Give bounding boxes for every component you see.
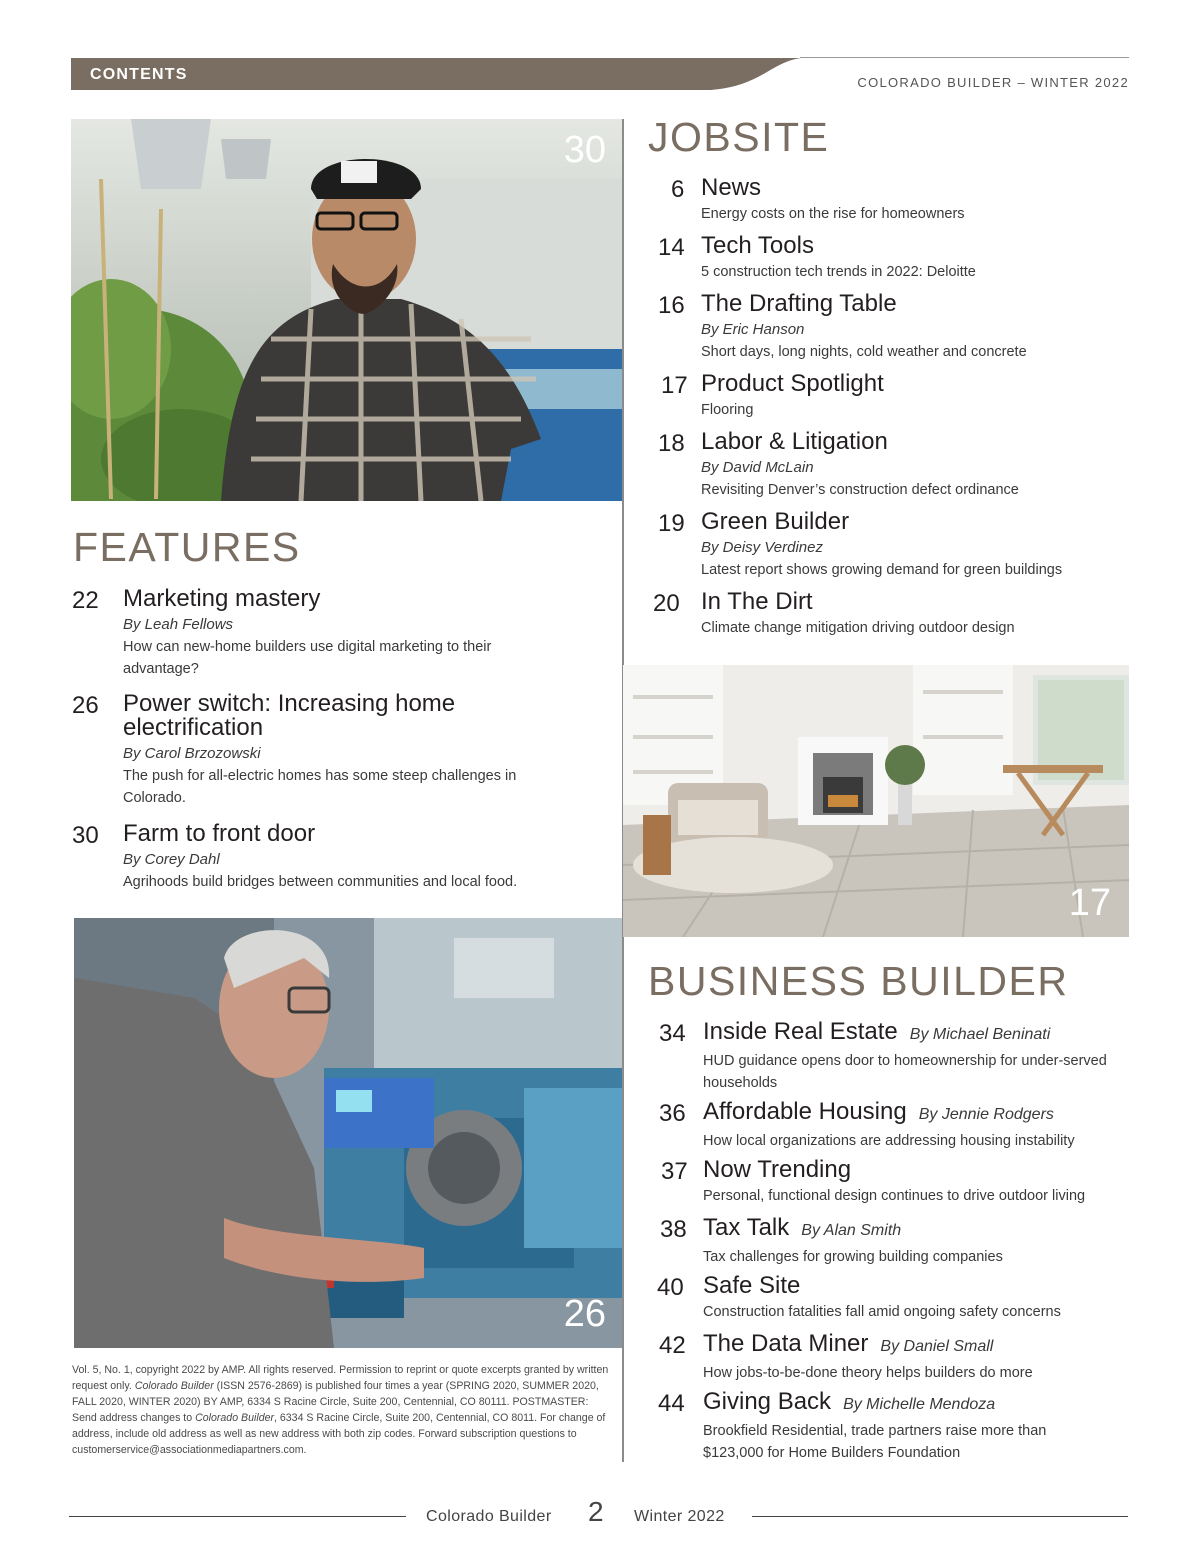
entry-author: By Michelle Mendoza [843, 1396, 996, 1413]
footer-magazine-name: Colorado Builder [426, 1508, 552, 1525]
entry-page-number: 26 [72, 692, 99, 719]
entry-description: The push for all-electric homes has some steep challenges in Colorado. [123, 768, 517, 806]
footer-rule-right [752, 1516, 1128, 1517]
entry-title: Tax Talk [703, 1214, 790, 1241]
entry-title: Affordable Housing [703, 1098, 907, 1125]
entry-title: Tech Tools [701, 232, 814, 259]
entry-title: Green Builder [701, 508, 850, 535]
entry-page-number: 16 [658, 292, 685, 319]
toc-entry-tech-tools[interactable] [658, 232, 1121, 283]
entry-page-number: 18 [658, 430, 685, 457]
entry-title: Power switch: Increasing home electrification [123, 690, 456, 741]
entry-author: By Leah Fellows [123, 616, 234, 633]
header-rule [800, 57, 1129, 58]
entry-title: Product Spotlight [701, 370, 884, 397]
footer-issue: Winter 2022 [634, 1508, 725, 1525]
electrification-feature-photo [74, 918, 622, 1348]
entry-page-number: 34 [659, 1020, 686, 1047]
toc-entry-labor-litigation[interactable] [658, 428, 1121, 501]
entry-description: Tax challenges for growing building companies [703, 1249, 1003, 1265]
entry-page-number: 6 [671, 176, 685, 203]
entry-title: Safe Site [703, 1272, 801, 1299]
business-builder-heading: BUSINESS BUILDER [648, 958, 1069, 1004]
toc-entry-marketing-mastery[interactable] [72, 585, 583, 680]
features-heading: FEATURES [73, 524, 301, 570]
toc-entry-giving-back[interactable] [658, 1388, 1128, 1464]
entry-description: Climate change mitigation driving outdoor design [701, 620, 1015, 636]
flooring-product-photo [623, 665, 1129, 937]
entry-page-number: 36 [659, 1100, 686, 1127]
entry-title: Labor & Litigation [701, 428, 888, 455]
toc-entry-farm-to-front-door[interactable] [72, 820, 593, 893]
entry-title: Now Trending [703, 1156, 852, 1183]
electrification-photo-page-number: 26 [563, 1293, 606, 1335]
toc-entry-data-miner[interactable] [659, 1330, 1128, 1384]
entry-page-number: 14 [658, 234, 685, 261]
entry-title: Giving Back [703, 1388, 832, 1415]
entry-author: By Eric Hanson [701, 321, 805, 338]
entry-title: Inside Real Estate [703, 1018, 898, 1045]
entry-author: By Corey Dahl [123, 851, 220, 868]
entry-author: By Alan Smith [801, 1222, 902, 1239]
entry-description: HUD guidance opens door to homeownership for under-served households [703, 1053, 1107, 1091]
toc-entry-drafting-table[interactable] [658, 290, 1121, 363]
entry-description: Latest report shows growing demand for green buildings [701, 562, 1063, 578]
toc-entry-inside-real-estate[interactable] [659, 1018, 1128, 1094]
farm-feature-photo [71, 119, 622, 501]
entry-author: By Jennie Rodgers [918, 1106, 1054, 1123]
entry-author: By Deisy Verdinez [701, 539, 823, 556]
entry-page-number: 20 [653, 590, 680, 617]
entry-description: Energy costs on the rise for homeowners [701, 206, 965, 222]
toc-entry-product-spotlight[interactable] [661, 370, 1121, 421]
entry-page-number: 17 [661, 372, 688, 399]
entry-page-number: 30 [72, 822, 99, 849]
entry-description: Agrihoods build bridges between communities and local food. [123, 874, 518, 890]
entry-page-number: 40 [657, 1274, 684, 1301]
entry-description: Construction fatalities fall amid ongoing safety concerns [703, 1304, 1061, 1320]
entry-description: Revisiting Denver’s construction defect ordinance [701, 482, 1019, 498]
toc-entry-safe-site[interactable] [657, 1272, 1128, 1323]
farm-photo-page-number: 30 [563, 129, 606, 171]
flooring-photo-page-number: 17 [1068, 882, 1111, 924]
toc-entry-news[interactable] [671, 174, 1121, 225]
entry-title: The Drafting Table [701, 290, 897, 317]
publication-fine-print: Vol. 5, No. 1, copyright 2022 by AMP. All rights reserved. Permission to reprint or quote excerpts granted by written request only. Colorado Builder (ISSN 2576-2869) is published four times a year (SPRING 2020, SUMMER 2020, FALL 2020, WINTER 2020) BY AMP, 6334 S Racine Circle, Suite 200, Centennial, CO 80111. POSTMASTER: Send address changes to Colorado Builder, 6334 S Racine Circle, Suite 200, Centennial, CO 8011. For change of address, include old address as well as new address with both zip codes. Forward subscription questions to customerservice@associationmediapartners.com. [72, 1364, 609, 1456]
entry-page-number: 37 [661, 1158, 688, 1185]
toc-entry-affordable-housing[interactable] [659, 1098, 1128, 1152]
footer-rule-left [69, 1516, 406, 1517]
entry-page-number: 22 [72, 587, 99, 614]
entry-title: Marketing mastery [123, 585, 321, 612]
toc-entry-now-trending[interactable] [661, 1156, 1128, 1207]
entry-page-number: 44 [658, 1390, 685, 1417]
contents-label: CONTENTS [90, 66, 188, 83]
toc-entry-green-builder[interactable] [658, 508, 1121, 581]
entry-author: By David McLain [701, 459, 814, 476]
entry-author: By Daniel Small [880, 1338, 994, 1355]
entry-title: The Data Miner [703, 1330, 869, 1357]
entry-page-number: 19 [658, 510, 685, 537]
entry-page-number: 42 [659, 1332, 686, 1359]
entry-description: How local organizations are addressing housing instability [703, 1133, 1075, 1149]
entry-page-number: 38 [660, 1216, 687, 1243]
entry-description: How jobs-to-be-done theory helps builders do more [703, 1365, 1033, 1381]
entry-description: Short days, long nights, cold weather and concrete [701, 344, 1027, 360]
toc-entry-power-switch[interactable] [72, 690, 583, 809]
entry-title: Farm to front door [123, 820, 316, 847]
entry-description: Personal, functional design continues to drive outdoor living [703, 1188, 1086, 1204]
entry-title: In The Dirt [701, 588, 813, 615]
entry-author: By Michael Beninati [909, 1026, 1051, 1043]
entry-author: By Carol Brzozowski [123, 745, 261, 762]
entry-title: News [701, 174, 762, 201]
jobsite-heading: JOBSITE [648, 114, 830, 160]
publication-line: COLORADO BUILDER – WINTER 2022 [857, 75, 1129, 90]
toc-entry-tax-talk[interactable] [660, 1214, 1128, 1268]
toc-entry-in-the-dirt[interactable] [653, 588, 1121, 639]
entry-description: How can new-home builders use digital marketing to their advantage? [123, 639, 492, 677]
entry-description: Brookfield Residential, trade partners raise more than $123,000 for Home Builders Foundation [703, 1423, 1047, 1461]
entry-description: 5 construction tech trends in 2022: Deloitte [701, 264, 976, 280]
footer-page-number: 2 [588, 1496, 604, 1527]
entry-description: Flooring [701, 402, 754, 418]
